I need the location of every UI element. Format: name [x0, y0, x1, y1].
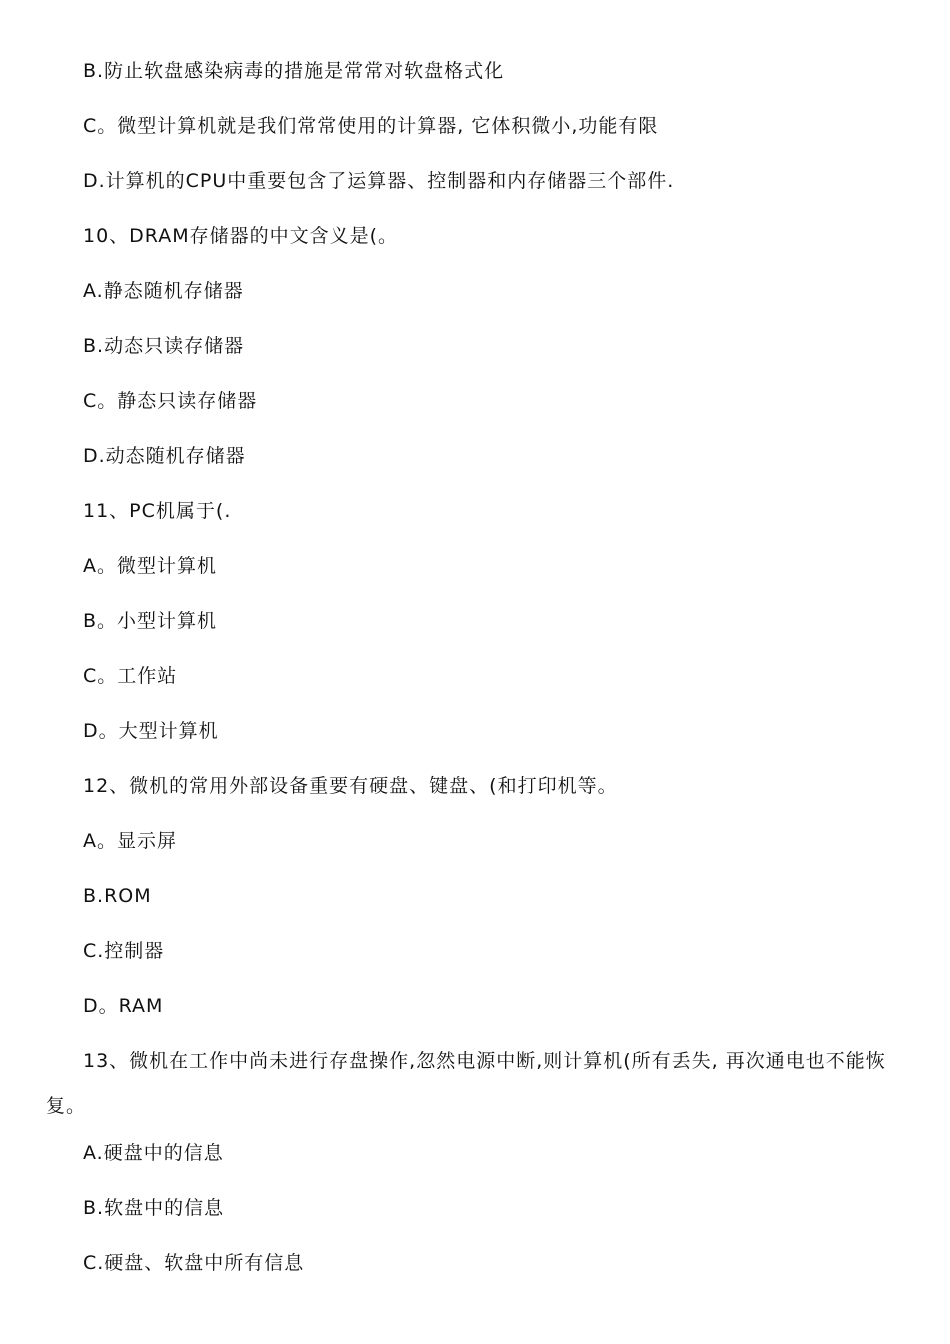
option-line: B.软盘中的信息	[83, 1197, 225, 1219]
option-line: C。微型计算机就是我们常常使用的计算器, 它体积微小,功能有限	[83, 115, 659, 137]
option-line: A.静态随机存储器	[83, 280, 244, 302]
option-line: B.ROM	[83, 885, 152, 907]
option-line: C。静态只读存储器	[83, 390, 258, 412]
question-line: 12、微机的常用外部设备重要有硬盘、键盘、(和打印机等。	[83, 775, 618, 797]
option-line: A.硬盘中的信息	[83, 1142, 224, 1164]
option-line: C.硬盘、软盘中所有信息	[83, 1252, 305, 1274]
question-line: 10、DRAM存储器的中文含义是(。	[83, 225, 399, 247]
option-line: B.防止软盘感染病毒的措施是常常对软盘格式化	[83, 60, 505, 82]
question-line: 11、PC机属于(.	[83, 500, 232, 522]
option-line: D.计算机的CPU中重要包含了运算器、控制器和内存储器三个部件.	[83, 170, 675, 192]
option-line: D。RAM	[83, 995, 164, 1017]
option-line: A。微型计算机	[83, 555, 217, 577]
option-line: C.控制器	[83, 940, 165, 962]
question-paragraph: 13、微机在工作中尚未进行存盘操作,忽然电源中断,则计算机(所有丢失, 再次通电也不能恢复。	[46, 1050, 886, 1117]
option-line: D.动态随机存储器	[83, 445, 246, 467]
option-line: D。大型计算机	[83, 720, 219, 742]
option-line: B。小型计算机	[83, 610, 218, 632]
option-line: C。工作站	[83, 665, 178, 687]
option-line: A。显示屏	[83, 830, 177, 852]
option-line: B.动态只读存储器	[83, 335, 245, 357]
